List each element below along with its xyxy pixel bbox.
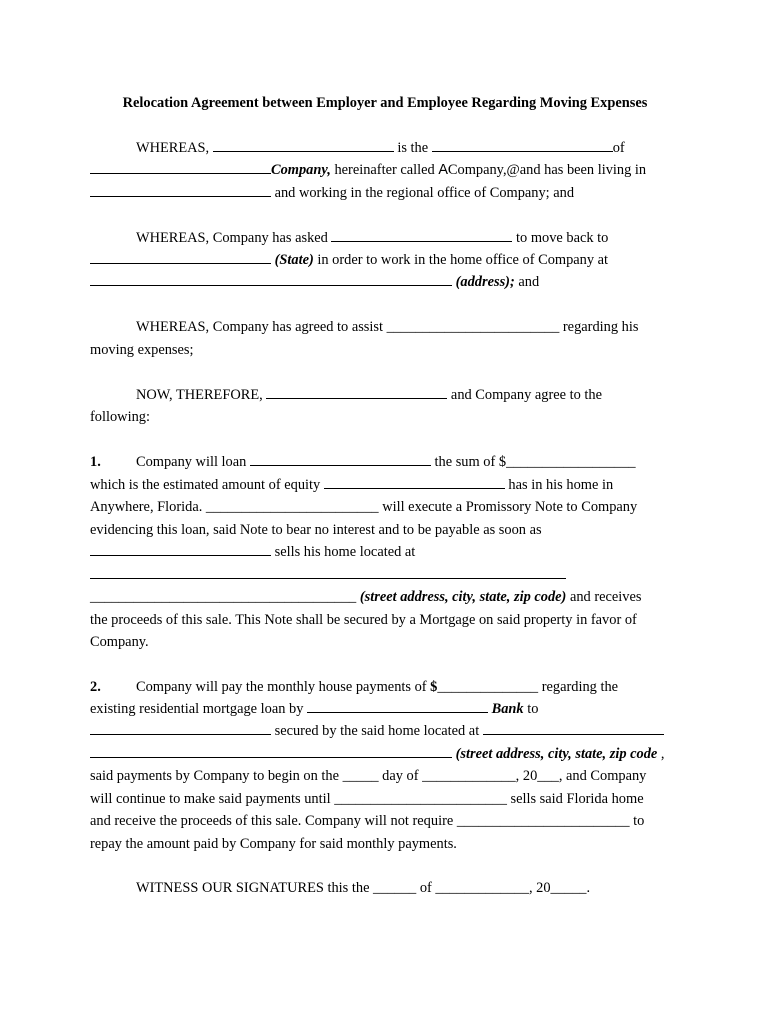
s2-line5: said payments by Company to begin on the _____ day of _____________, 20___, and Company xyxy=(90,768,647,784)
p1-line3: and working in the regional office of Company; and xyxy=(90,184,574,202)
s2-line3: secured by the said home located at xyxy=(90,722,664,740)
name-blank[interactable] xyxy=(213,139,394,152)
state-blank[interactable] xyxy=(90,251,271,264)
home-address-blank[interactable] xyxy=(90,566,566,579)
p3-line1: WHEREAS, Company has agreed to assist ________________________ regarding his xyxy=(136,319,639,335)
witness-line: WITNESS OUR SIGNATURES this the ______ of _____________, 20_____. xyxy=(136,880,591,896)
address-blank[interactable] xyxy=(90,273,452,286)
s2-line8: repay the amount paid by Company for said monthly payments. xyxy=(90,836,457,852)
s2-line6: will continue to make said payments until ________________________ sells said Florida home xyxy=(90,791,644,807)
p3-line2: moving expenses; xyxy=(90,342,194,358)
s1-line7: _____________________________________ (street address, city, state, zip code) and receives xyxy=(90,589,642,605)
home-address-blank[interactable] xyxy=(483,722,664,735)
s1-line1: Company will loan the sum of $__________________ xyxy=(136,454,636,470)
document-title: Relocation Agreement between Employer and Employee Regarding Moving Expenses xyxy=(122,95,648,111)
section1-number: 1. xyxy=(90,454,101,470)
s2-line2: existing residential mortgage loan by Bank to xyxy=(90,701,539,717)
p2-line1: WHEREAS, Company has asked to move back to xyxy=(136,230,609,246)
p4-line2: following: xyxy=(90,409,150,425)
employee-blank[interactable] xyxy=(250,453,431,466)
blank[interactable] xyxy=(90,722,271,735)
p2-line3: (address); and xyxy=(90,273,539,291)
title-blank[interactable] xyxy=(432,139,613,152)
blank[interactable] xyxy=(90,161,271,174)
employee-blank[interactable] xyxy=(266,386,447,399)
s1-line5: sells his home located at xyxy=(90,543,415,561)
s2-line1: Company will pay the monthly house payments of $______________ regarding the xyxy=(136,679,619,695)
location-blank[interactable] xyxy=(90,184,271,197)
employee-blank[interactable] xyxy=(90,543,271,556)
p4-line1: NOW, THEREFORE, and Company agree to the xyxy=(136,387,602,403)
employee-blank[interactable] xyxy=(331,229,512,242)
s1-line3: Anywhere, Florida. ________________________ will execute a Promissory Note to Company xyxy=(90,499,638,515)
s1-line9: Company. xyxy=(90,634,149,650)
s1-line4: evidencing this loan, said Note to bear no interest and to be payable as soon as xyxy=(90,522,542,538)
s2-line7: and receive the proceeds of this sale. Company will not require ________________________ to xyxy=(90,813,645,829)
section2-number: 2. xyxy=(90,679,101,695)
bank-blank[interactable] xyxy=(307,700,488,713)
s1-line6 xyxy=(90,566,566,584)
s2-line4: (street address, city, state, zip code , xyxy=(90,745,665,763)
p1-line2: Company, hereinafter called ACompany,@and has been living in xyxy=(90,161,646,179)
employee-blank[interactable] xyxy=(324,476,505,489)
s1-line8: the proceeds of this sale. This Note shall be secured by a Mortgage on said property in favor of xyxy=(90,612,637,628)
p1-line1: WHEREAS, is the of xyxy=(136,140,625,156)
s1-line2: which is the estimated amount of equity has in his home in xyxy=(90,477,614,493)
p2-line2: (State) in order to work in the home office of Company at xyxy=(90,251,608,269)
home-address-blank[interactable] xyxy=(90,745,452,758)
